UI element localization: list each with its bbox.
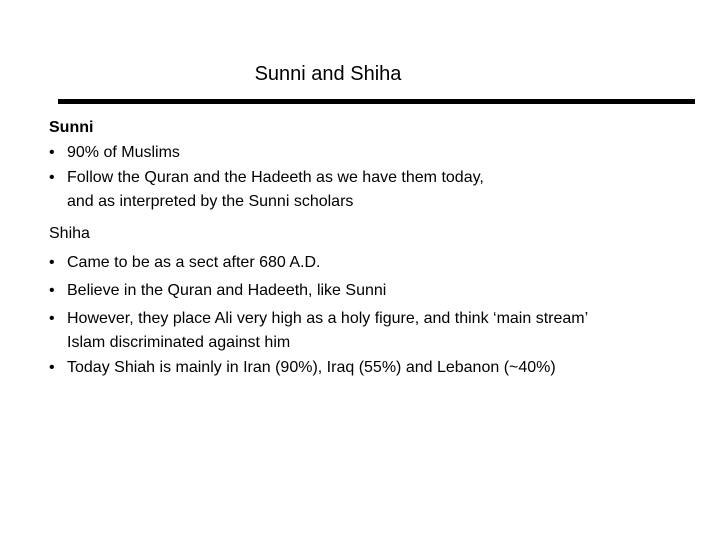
bullet-line: However, they place Ali very high as a holy figure, and think ‘main stream’ [67, 310, 589, 327]
bullet-text [67, 307, 689, 355]
section-heading-sunni: Sunni [49, 119, 94, 136]
bullet-text [67, 166, 689, 214]
bullet-icon: • [49, 254, 55, 271]
bullet-line: and as interpreted by the Sunni scholars [67, 193, 354, 210]
bullet-line: 90% of Muslims [67, 144, 180, 161]
bullet-text [67, 279, 689, 303]
slide-title: Sunni and Shiha [254, 63, 402, 85]
list-item [49, 279, 689, 303]
list-item [49, 141, 689, 165]
bullet-line: Islam discriminated against him [67, 334, 291, 351]
bullet-text [67, 356, 689, 380]
bullet-icon: • [49, 359, 55, 376]
bullet-text [67, 251, 689, 275]
bullet-icon: • [49, 310, 55, 327]
bullet-line: Today Shiah is mainly in Iran (90%), Iraq (55%) and Lebanon (~40%) [67, 359, 556, 376]
bullet-line: Follow the Quran and the Hadeeth as we have them today, [67, 169, 484, 186]
list-item [49, 251, 689, 275]
list-item [49, 307, 689, 355]
bullet-icon: • [49, 169, 55, 186]
bullet-icon: • [49, 282, 55, 299]
title-divider [58, 99, 695, 104]
bullet-text [67, 141, 689, 165]
bullet-line: Believe in the Quran and Hadeeth, like Sunni [67, 282, 387, 299]
section-heading-shiha: Shiha [49, 225, 90, 242]
list-item [49, 166, 689, 214]
list-item [49, 356, 689, 380]
bullet-icon: • [49, 144, 55, 161]
bullet-line: Came to be as a sect after 680 A.D. [67, 254, 321, 271]
